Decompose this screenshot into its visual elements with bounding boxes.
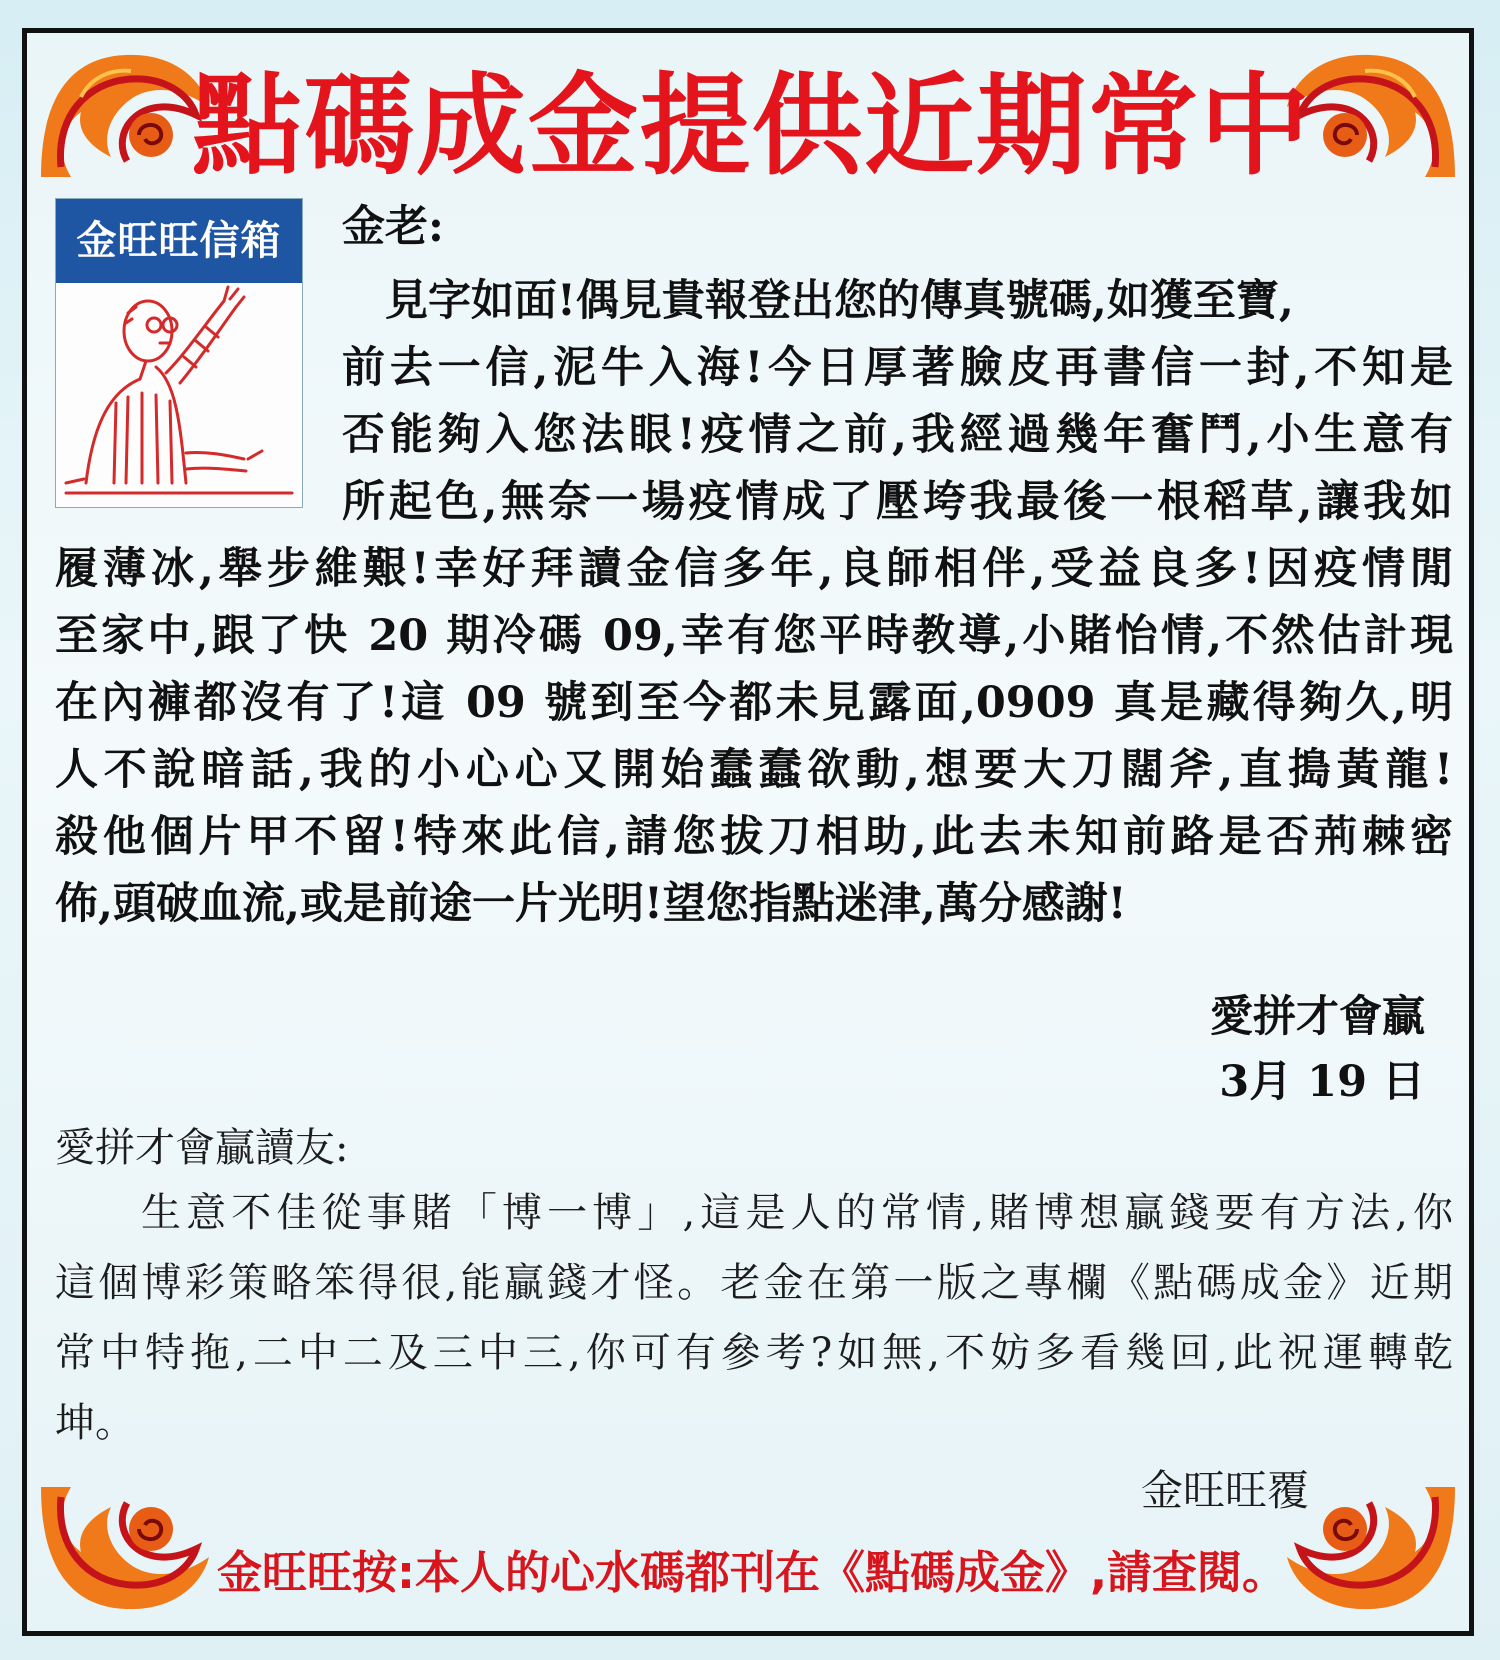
letter-line: 殺他個片甲不留!特來此信,請您拔刀相助,此去未知前路是否荊棘密 — [55, 812, 1453, 862]
footer-note: 金旺旺按:本人的心水碼都刊在《點碼成金》,請查閱。 — [216, 1546, 1288, 1599]
reply-line: 這個博彩策略笨得很,能贏錢才怪。老金在第一版之專欄《點碼成金》近期 — [55, 1260, 1453, 1306]
reply-line: 常中特拖,二中二及三中三,你可有參考?如無,不妨多看幾回,此祝運轉乾 — [55, 1330, 1453, 1376]
letter-line: 人不說暗話,我的小心心又開始蠢蠢欲動,想要大刀闊斧,直搗黃龍! — [55, 745, 1453, 795]
letter-line: 至家中,跟了快 20 期冷碼 09,幸有您平時教導,小賭怡情,不然估計現 — [55, 611, 1453, 661]
editor-signature: 金旺旺覆 — [1140, 1466, 1309, 1515]
page-title: 點碼成金提供近期常中 — [192, 62, 1312, 190]
letter-line: 前去一信,泥牛入海!今日厚著臉皮再書信一封,不知是 — [342, 343, 1453, 393]
letter-salutation: 金老: — [342, 202, 444, 252]
letter-line: 履薄冰,舉步維艱!幸好拜讀金信多年,良師相伴,受益良多!因疫情閒 — [55, 544, 1453, 594]
reply-salutation: 愛拼才會贏讀友: — [55, 1125, 349, 1171]
letter-body — [55, 268, 1453, 938]
mailbox-label: 金旺旺信箱 — [56, 199, 302, 283]
cloud-ornament-icon — [31, 1477, 221, 1627]
editor-reply — [55, 1118, 1453, 1458]
letter-line: 在內褲都沒有了!這 09 號到至今都未見露面,0909 真是藏得夠久,明 — [55, 678, 1453, 728]
reply-line: 坤。 — [55, 1400, 135, 1446]
letter-line: 所起色,無奈一場疫情成了壓垮我最後一根稻草,讓我如 — [342, 477, 1453, 527]
letter-signoff-date: 3月 19 日 — [1219, 1057, 1425, 1107]
article-frame — [22, 28, 1474, 1636]
letter-line: 見字如面!偶見貴報登出您的傳真號碼,如獲至寶, — [385, 276, 1294, 326]
letter-line: 否能夠入您法眼!疫情之前,我經過幾年奮鬥,小生意有 — [342, 410, 1453, 460]
letter-line: 佈,頭破血流,或是前途一片光明!望您指點迷津,萬分感謝! — [55, 879, 1127, 929]
reply-line: 生意不佳從事賭「博一博」,這是人的常情,賭博想贏錢要有方法,你 — [141, 1190, 1453, 1236]
reply-body — [55, 1178, 1453, 1458]
letter-signoff-name: 愛拼才會贏 — [1210, 992, 1425, 1042]
